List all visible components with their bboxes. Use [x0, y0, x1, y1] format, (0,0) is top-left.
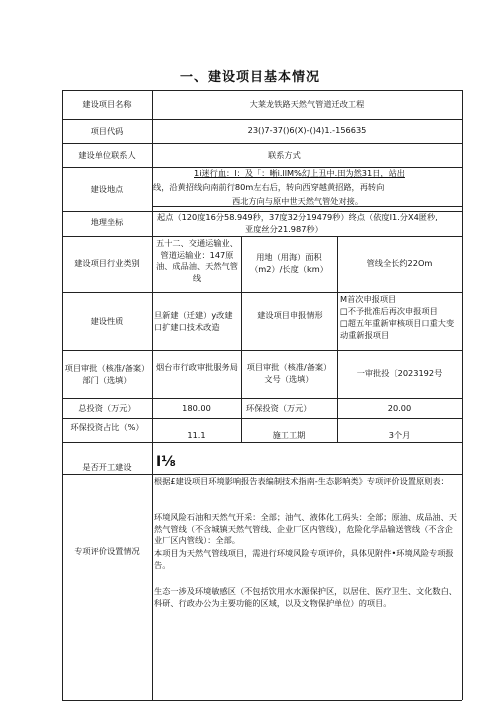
location-line-1: 1i迷行血：I：及「：晰i.llM%幻上丑中.田为然31日，站出 — [194, 168, 405, 178]
approval-dept-value: 烟台市行政审批服务局 — [156, 362, 238, 372]
contact-label: 建设单位联系人 — [78, 150, 136, 160]
special-assessment-label: 专项评价设置情况 — [74, 546, 140, 556]
project-code-label: 项目代码 — [90, 126, 124, 136]
started-value: I⅛ — [156, 454, 176, 470]
approval-doc-value: 一审批投〔2023192号 — [356, 368, 443, 378]
project-name-label: 建设项目名称 — [82, 99, 132, 109]
special-assessment-p2: 环境风险石油和天然气开采：全部；油气、液体化工码头：全部；原油、成品油、天然气管线（不含城镇天然气管线、企业厂区内管线），危险化学品输送管线（不含企业厂区内管线）：全部。 — [154, 512, 457, 545]
special-assessment-p4: 生态一涉及环境敏感区（不包括饮用水水源保护区，以居住、医疗卫生、文化数白、科研、行政办公为主要功能的区域，以及文物保护单位）的项目。 — [154, 586, 457, 608]
started-label: 是否开工建设 — [82, 462, 132, 472]
coordinates-line-1: 起点（120度16分58.949秒，37度32分19479秒）终点（依度I1.分X4匿秒, — [157, 212, 438, 222]
industry-value: 五十二、交通运输业、管道运输业：147原油、成品油、天然气管线 — [156, 238, 238, 283]
filing-option-first: M首次申报项目 — [340, 294, 397, 304]
industry-label: 建设项目行业类别 — [74, 258, 140, 268]
page-title: 一、建设项目基本情况 — [179, 70, 320, 85]
total-investment-label: 总投资（万元） — [78, 403, 136, 413]
filing-option-review: □超五年重新审核项目口重大变动重新报项目 — [340, 318, 455, 340]
special-assessment-p1: 根据£建设项目环境影响报告表编制技术指南-生态影响类》专项评价设置原则表： — [154, 476, 449, 486]
coordinates-label: 地理坐标 — [90, 217, 124, 227]
land-area-value: 管线全长约22Om — [366, 258, 433, 268]
project-code-value: 23()7-37()6(X)-()4)1.-156635 — [247, 125, 367, 135]
project-name-value: 大莱龙铁路天然气管道迁改工程 — [249, 99, 365, 109]
approval-doc-label: 项目审批（核准/备案）文号（选填） — [246, 362, 332, 384]
coordinates-line-2: 亚度丝分21.987秒） — [245, 224, 323, 234]
construction-period-label: 施工工期 — [272, 430, 306, 440]
nature-value: 旦新建（迁建）y改建口扩建口技术改造 — [154, 310, 233, 332]
approval-dept-label: 项目审批（核准/备案）部门（选填） — [64, 363, 150, 385]
construction-period-value: 3个月 — [388, 430, 411, 440]
contact-method-label: 联系方式 — [268, 150, 301, 160]
total-investment-value: 180.00 — [182, 403, 211, 413]
location-line-3: 西北方向与原中世天然气管处对接。 — [232, 196, 364, 206]
filing-situation-label: 建设项目申报情形 — [257, 310, 323, 320]
nature-label: 建设性质 — [90, 316, 124, 326]
env-investment-value: 20.00 — [387, 403, 412, 413]
env-investment-label: 环保投资（万元） — [246, 403, 312, 413]
location-line-2: 线，沿黄招线向南前行80m左右后，转向西穿越黄招路，再转向 — [153, 182, 385, 192]
env-ratio-value: 11.1 — [187, 430, 206, 440]
land-area-label: 用地（用海）面积（m2）/长度（km） — [250, 252, 328, 274]
location-label: 建设地点 — [90, 184, 124, 194]
filing-option-resubmit: □不予批准后再次申报项目 — [340, 306, 438, 316]
special-assessment-p3: 本项目为天然气管线项目，需进行环境风险专项评价，具体见附件•环境风险专项报告。 — [154, 548, 454, 570]
env-ratio-label: 环保投资占比（%） — [70, 422, 144, 432]
